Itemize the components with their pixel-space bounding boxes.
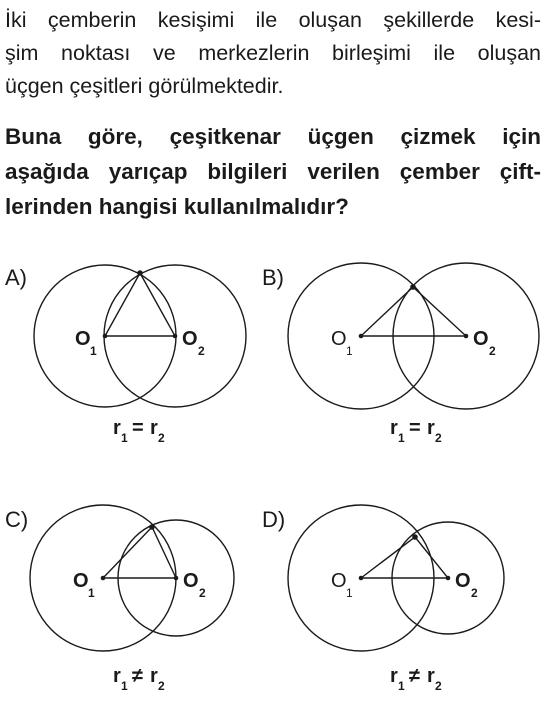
option-c-triangle xyxy=(103,527,176,578)
option-a-intersection-dot xyxy=(137,270,143,276)
option-d-intersection-dot xyxy=(412,534,418,540)
option-b-condition-sub2: 2 xyxy=(435,431,442,445)
option-a-condition-r1: r xyxy=(113,417,121,439)
option-d-o2-subscript: 2 xyxy=(471,586,478,600)
intro-line-2: şim noktası ve merkezlerin birleşimi ile oluşan xyxy=(5,41,541,65)
option-c-center-1-dot xyxy=(101,576,106,581)
option-d-o1-subscript: 1 xyxy=(346,586,353,600)
option-a-triangle xyxy=(105,273,175,336)
option-d-o1-label: O xyxy=(331,570,347,592)
option-a-center-1-dot xyxy=(103,334,108,339)
option-d-condition-sub1: 1 xyxy=(398,679,405,693)
option-a-condition-r2: r xyxy=(150,417,158,439)
option-b-o1-label: O xyxy=(331,328,347,350)
option-a-condition-sub1: 1 xyxy=(121,431,128,445)
option-b-condition-r1: r xyxy=(390,417,398,439)
option-c-condition-sub1: 1 xyxy=(121,679,128,693)
option-a-condition-operator: = xyxy=(132,417,144,439)
option-b-o2-subscript: 2 xyxy=(489,344,496,358)
option-c-condition-r1: r xyxy=(113,665,121,687)
option-c-o2-label: O xyxy=(183,570,199,592)
option-c-condition-operator: ≠ xyxy=(132,665,143,687)
option-a-letter: A) xyxy=(5,265,27,290)
option-b-triangle xyxy=(361,287,466,336)
option-c-o2-subscript: 2 xyxy=(199,586,206,600)
option-a-o2-subscript: 2 xyxy=(198,344,205,358)
option-c-diagram xyxy=(30,505,234,651)
option-a-o1-subscript: 1 xyxy=(90,344,97,358)
option-b-letter: B) xyxy=(262,265,284,290)
option-d-condition-r2: r xyxy=(427,665,435,687)
option-d-letter: D) xyxy=(262,507,286,532)
option-d-condition-r1: r xyxy=(390,665,398,687)
option-b-o2-label: O xyxy=(473,328,489,350)
option-a-o2-label: O xyxy=(182,328,198,350)
option-b-intersection-dot xyxy=(410,284,416,290)
option-d-o2-label: O xyxy=(455,570,471,592)
option-d-diagram xyxy=(288,505,504,651)
option-a-condition-sub2: 2 xyxy=(158,431,165,445)
option-d-condition-operator: ≠ xyxy=(409,665,420,687)
option-c-intersection-dot xyxy=(149,524,155,530)
option-c-o1-subscript: 1 xyxy=(88,586,95,600)
option-c-condition-sub2: 2 xyxy=(158,679,165,693)
option-b-o1-subscript: 1 xyxy=(346,344,353,358)
intro-line-1: İki çemberin kesişimi ile oluşan şekillerde kesi- xyxy=(5,8,541,32)
option-b-condition-sub1: 1 xyxy=(398,431,405,445)
option-a-center-2-dot xyxy=(173,334,178,339)
option-a-o1-label: O xyxy=(75,328,91,350)
option-d-center-2-dot xyxy=(446,576,451,581)
option-b-center-2-dot xyxy=(464,334,469,339)
option-b-condition-operator: = xyxy=(409,417,421,439)
question-line-2: aşağıda yarıçap bilgileri verilen çember çift- xyxy=(5,159,541,184)
option-a-diagram xyxy=(34,265,246,407)
option-d-center-1-dot xyxy=(359,576,364,581)
option-c-center-2-dot xyxy=(174,576,179,581)
option-b-condition-r2: r xyxy=(427,417,435,439)
question-line-3: lerinden hangisi kullanılmalıdır? xyxy=(5,194,349,219)
option-c-letter: C) xyxy=(5,507,29,532)
option-c-o1-label: O xyxy=(73,570,89,592)
intro-line-3: üçgen çeşitleri görülmektedir. xyxy=(5,74,284,98)
option-c-condition-r2: r xyxy=(150,665,158,687)
option-d-condition-sub2: 2 xyxy=(435,679,442,693)
option-b-center-1-dot xyxy=(359,334,364,339)
question-line-1: Buna göre, çeşitkenar üçgen çizmek için xyxy=(5,124,541,149)
